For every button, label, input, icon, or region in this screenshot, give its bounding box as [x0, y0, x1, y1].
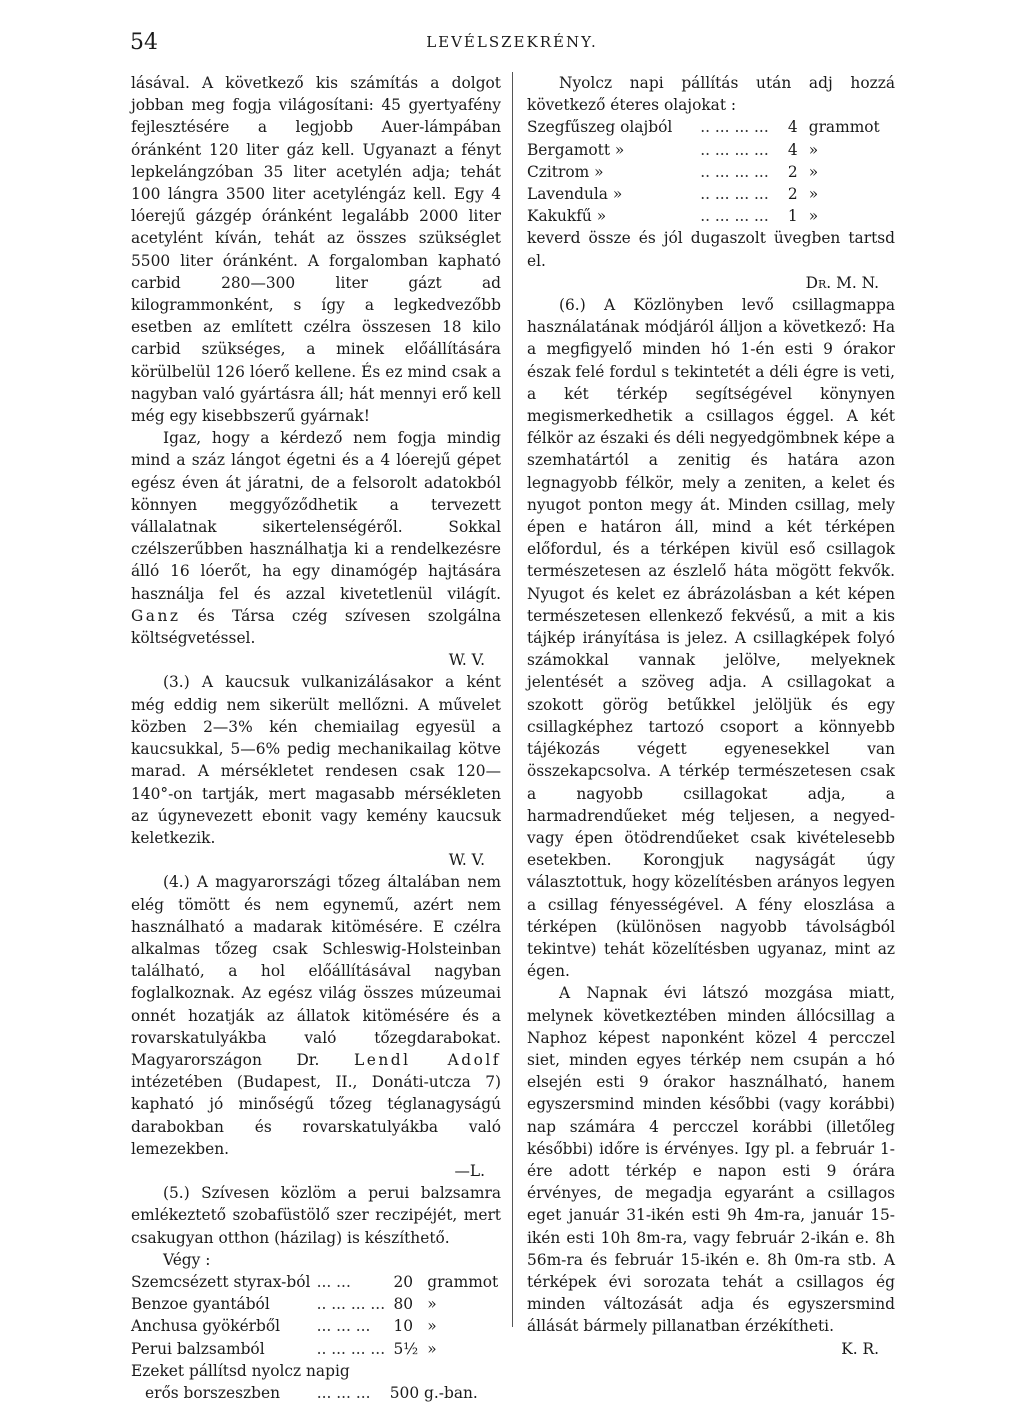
- oil-dots: .. ... ... ...: [700, 118, 769, 137]
- signature-5: K. R.: [841, 1339, 879, 1358]
- recipe-dots: ... ... ...: [316, 1317, 371, 1336]
- oil-ingredient: Lavendula »: [527, 185, 623, 204]
- oil-amount: 4: [787, 118, 798, 137]
- recipe-table: [131, 1271, 501, 1360]
- oil-amount: 4: [787, 140, 798, 159]
- recipe-amount: 10: [393, 1317, 414, 1336]
- paragraph-2-text-a: Igaz, hogy a kérdező nem fogja mindig mind a száz lángot égetni és a 4 lóerejű gépet egész éven át járatni, de a felsorolt adatokból könnyen meggyőződhetik a tervezett vállalatnak sikertelenségéről. Sokkal czélszerűbben használhatja ki a rendelkezésre álló 16 lóerőt, ha egy dinamógép hajtására használja fel és azzal kivetetlenül világít.: [131, 429, 501, 603]
- signature-4: Dr. M. N.: [805, 273, 879, 292]
- oil-unit: »: [808, 207, 819, 226]
- oil-ingredient: Kakukfű »: [527, 207, 607, 226]
- recipe-row: [131, 1271, 501, 1293]
- oil-table: [527, 116, 895, 227]
- company-name: Ganz: [131, 606, 181, 625]
- oil-unit: »: [808, 140, 819, 159]
- right-column: [527, 72, 895, 1360]
- oil-row: [527, 139, 895, 161]
- recipe-tail-amount: 500 g.-ban.: [389, 1383, 478, 1402]
- recipe-ingredient: Szemcsézett styrax-ból: [131, 1272, 311, 1291]
- signature-2: W. V.: [448, 851, 485, 870]
- paragraph-2: [131, 427, 501, 649]
- oil-intro: Nyolcz napi pállítás után adj hozzá következő éteres olajokat :: [527, 74, 895, 115]
- recipe-row: [131, 1315, 501, 1337]
- running-title: LEVÉLSZEKRÉNY.: [426, 33, 598, 51]
- recipe-dots: .. ... ... ...: [316, 1339, 386, 1358]
- column-divider: [512, 72, 513, 1327]
- oil-ingredient: Czitrom »: [527, 162, 604, 181]
- oil-amount: 2: [787, 185, 798, 204]
- recipe-row: [131, 1338, 501, 1360]
- oil-dots: .. ... ... ...: [700, 162, 769, 181]
- oil-dots: .. ... ... ...: [700, 140, 769, 159]
- recipe-intro: Végy :: [163, 1250, 211, 1269]
- recipe-dots: .. ... ... ...: [316, 1295, 386, 1314]
- oil-outro: keverd össze és jól dugaszolt üvegben tartsd el.: [527, 229, 895, 270]
- oil-ingredient: Bergamott »: [527, 140, 625, 159]
- recipe-unit: »: [427, 1339, 437, 1358]
- recipe-tail-table: [131, 1382, 501, 1404]
- recipe-ingredient: Benzoe gyantából: [131, 1295, 270, 1314]
- paragraph-5: (5.) Szívesen közlöm a perui balzsamra emlékeztető szobafüstölő szer reczipéjét, mert csakugyan otthon (házilag) is készíthető.: [131, 1184, 501, 1247]
- oil-unit: grammot: [808, 118, 880, 137]
- paragraph-7: A Napnak évi látszó mozgása miatt, melynek következtében minden állócsillag a Naphoz képest naponként közel 4 percczel siet, minden egyes térkép nem csupán a hó elsején esti 9 órakor használható, hanem egyszersmind minden későbbi (vagy korábbi) nap számára 4 percczel korábbi (illetőleg későbbi) időre is érvényes. Igy pl. a február 1-ére adott térkép e napon esti 9 órára érvényes, de megadja egyaránt a csillagos eget január 31-ikén esti 9h 4m-ra, január 15-ikén esti 10h 8m-ra, vagy február 2-ikán e. 8h 56m-ra és február 15-ikén e. 8h 0m-ra stb. A térképek évi sorozata tehát a csillagos ég minden változását adja és egyszersmind állását bármely pillanatban érzékítheti.: [527, 984, 895, 1336]
- paragraph-4-text-a: (4.) A magyarországi tőzeg általában nem elég tömött és nem egynemű, azért nem használható a madarak kitömésére. E czélra alkalmas tőzeg csak Schleswig-Holsteinban található, a hol előállításával nagyban foglalkoznak. Az egész világ összes múzeumai onnét hozatják az állatok kitömésére és a rovarskatulyákba való tőzegdarabokat. Magyarországon Dr.: [131, 873, 501, 1069]
- oil-dots: .. ... ... ...: [700, 185, 769, 204]
- recipe-amount: 20: [393, 1272, 414, 1291]
- recipe-row: [131, 1293, 501, 1315]
- oil-unit: »: [808, 185, 819, 204]
- oil-amount: 1: [787, 207, 798, 226]
- recipe-ingredient: Perui balzsamból: [131, 1339, 265, 1358]
- oil-ingredient: Szegfűszeg olajból: [527, 118, 673, 137]
- page-number: 54: [130, 30, 158, 55]
- recipe-dots: ... ...: [316, 1272, 351, 1291]
- paragraph-4-text-b: intézetében (Budapest, II., Donáti-utcza 7) kapható jó minőségű tőzeg téglanagyságú darabokban és rovarskatulyákba való lemezekben.: [131, 1073, 501, 1158]
- person-name: Lendl Adolf: [354, 1050, 501, 1069]
- recipe-tail-dots: ... ... ...: [316, 1383, 371, 1402]
- signature-1-row: [131, 649, 501, 671]
- paragraph-6: (6.) A Közlönyben levő csillagmappa használatának módjáról álljon a következő: Ha a megfigyelő minden hó 1-én esti 9 órakor észak felé fordul s tekintetét a déli égre is veti, a két térkép segítségével könynyen megismerkedhetik a csillagos éggel. A két félkör az északi és déli negyedgömbnek képe a szemhatártól a zenitig és határa azon legnagyobb félkör, mely a zeniten, a kelet és nyugot ponton megy át. Minden csillag, mely épen e határon áll, mind a két térképen előfordul, és a térképen kivül eső csillagok természetesen az észlelő háta mögött fekvők. Nyugot és kelet ez ábrázolásban a két képen természetesen ellenkező fekvésű, a mit a kis tájkép irányítása is jelez. A csillagképek folyó számokkal vannak jelölve, melyeknek jelentését a szöveg adja. A csillagokat a szokott görög betűkkel jelöljük és egy csillagképhez tartozó csoport a könnyebb tájékozás végett egyenesekkel van összekapcsolva. A térkép természetesen csak a nagyobb csillagokat adja, a harmadrendűeket még teljesen, a negyed- vagy épen ötödrendűeket csak kivételesebb esetekben. Korongjuk nagyságát úgy választottuk, hogy közelítésben arányos legyen a csillag fényességével. A fény eloszlása a térképen (különösen nagyobb távolságból tekintve) tehát közelítésben ugyanaz, mint az égen.: [527, 296, 896, 981]
- recipe-amount: 80: [393, 1295, 414, 1314]
- oil-dots: .. ... ... ...: [700, 207, 769, 226]
- signature-3: —L.: [454, 1161, 485, 1180]
- recipe-amount: 5½: [393, 1339, 419, 1358]
- recipe-tail-row: [131, 1382, 501, 1404]
- oil-unit: »: [808, 162, 819, 181]
- oil-row: [527, 116, 895, 138]
- recipe-unit: »: [427, 1317, 437, 1336]
- paragraph-3: (3.) A kaucsuk vulkanizálásakor a ként még eddig nem sikerült mellőzni. A művelet közben 2—3% kén chemiailag egyesül a kaucsukkal, 5—6% pedig mechanikailag kötve marad. A mérsékletet rendesen csak 120—140°-on tartják, mert magasabb mérsékleten az úgynevezett ebonit vagy kemény kaucsuk keletkezik.: [131, 673, 501, 847]
- oil-row: [527, 161, 895, 183]
- recipe-ingredient: Anchusa gyökérből: [131, 1317, 281, 1336]
- oil-amount: 2: [787, 162, 798, 181]
- recipe-tail-1: Ezeket pállítsd nyolcz napig: [131, 1361, 350, 1380]
- oil-row: [527, 205, 895, 227]
- paragraph-1: lásával. A következő kis számítás a dolgot jobban meg fogja világosítani: 45 gyertyafény fejlesztésére a legjobb Auer-lámpában óránként 120 liter gáz kell. Ugyanazt a fényt lepkelángzóban 35 liter acetylén adja; tehát 100 lángra 3500 liter acetyléngáz kell. Egy 4 lóerejű gázgép óránként legalább 2000 liter acetylént kíván, tehát az összes szükséglet 5500 liter óránként. A forgalomban kapható carbid 280—300 liter gázt ad kilogrammonként, s így a legkedvezőbb esetben az említett czélra összesen 18 kilo carbid szükséges, a minek előállítására körülbelül 126 lóerő kellene. És ez mind csak a nagyban való gyártásra áll; hát mennyi erő kell még egy kisebbszerű gyárnak!: [131, 74, 501, 426]
- recipe-unit: »: [427, 1295, 437, 1314]
- signature-1: W. V.: [448, 651, 485, 670]
- signature-3-row: [131, 1160, 501, 1182]
- paragraph-2-text-b: és Társa czég szívesen szolgálna költségvetéssel.: [131, 606, 501, 648]
- recipe-unit: grammot: [427, 1272, 499, 1291]
- paragraph-4: [131, 871, 501, 1160]
- left-column: [131, 72, 501, 1404]
- signature-2-row: [131, 849, 501, 871]
- recipe-tail-name: erős borszeszben: [145, 1383, 280, 1402]
- oil-row: [527, 183, 895, 205]
- signature-5-row: [527, 1338, 895, 1360]
